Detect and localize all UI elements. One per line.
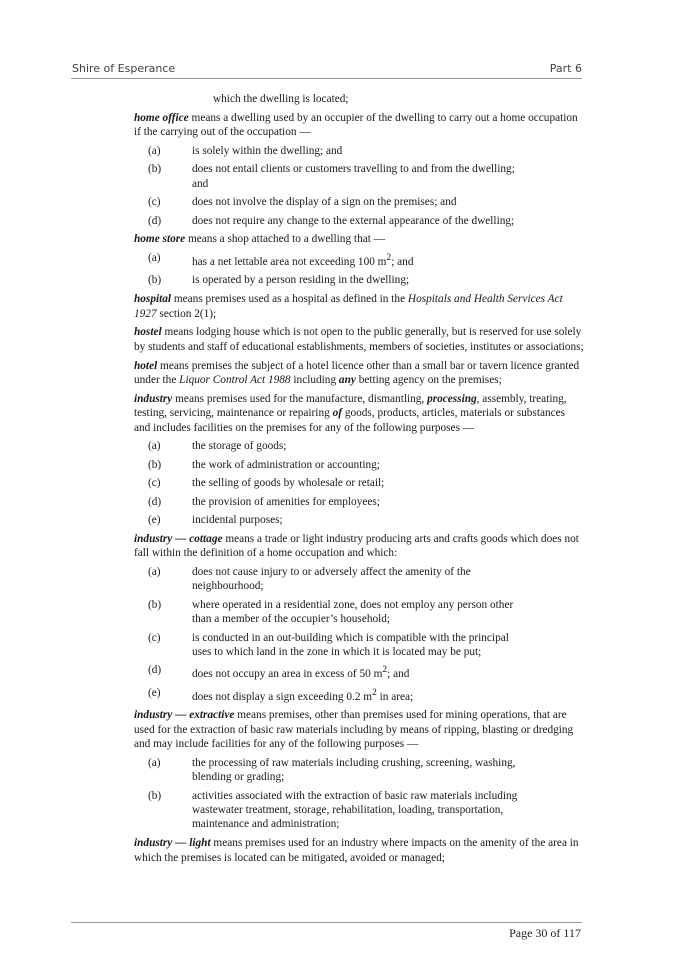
item-text: the selling of goods by wholesale or retail;: [192, 477, 385, 490]
list-item: [134, 756, 584, 785]
term: industry: [134, 392, 173, 405]
definition-hotel: [134, 359, 584, 388]
list-item: [134, 144, 584, 158]
item-text-block: [192, 251, 584, 269]
definition-list-home-office: [134, 144, 584, 228]
item-label: (a): [148, 566, 161, 579]
term: hostel: [134, 326, 162, 339]
list-item: [134, 495, 584, 509]
item-text: does not involve the display of a sign on the premises; and: [192, 196, 457, 209]
definition-industry: [134, 392, 584, 435]
header-part-label: Part 6: [549, 62, 582, 75]
item-text-block: [192, 565, 584, 594]
item-label: (c): [148, 477, 161, 490]
list-item: [134, 162, 584, 191]
list-item: [134, 513, 584, 527]
item-text-block: [192, 631, 584, 660]
item-text: incidental purposes;: [192, 514, 283, 527]
definition-home-store: [134, 232, 584, 246]
item-label: (b): [148, 789, 162, 802]
item-text-cont: and: [192, 177, 209, 190]
definition-list-home-store: [134, 251, 584, 288]
item-text-end: ; and: [387, 668, 410, 681]
item-label: (b): [148, 598, 162, 611]
page-header: [71, 62, 582, 78]
item-text-block: [192, 756, 584, 785]
list-item: [134, 273, 584, 287]
item-text-cont: wastewater treatment, storage, rehabilitation, loading, transportation,: [192, 804, 504, 817]
emphasis: processing: [427, 392, 477, 405]
item-label: (c): [148, 196, 161, 209]
definition-list-industry-cottage: [134, 565, 584, 704]
list-item: [134, 565, 584, 594]
list-item: [134, 214, 584, 228]
list-item: [134, 663, 584, 681]
header-document-title: Shire of Esperance: [72, 62, 176, 75]
item-label: (a): [148, 756, 161, 769]
item-text-cont: neighbourhood;: [192, 580, 264, 593]
item-text-cont: blending or grading;: [192, 771, 285, 784]
emphasis: any: [338, 374, 356, 386]
definition-text: means premises used as a hospital as defined in the: [171, 293, 408, 306]
superscript: 2: [382, 665, 388, 676]
item-text: is operated by a person residing in the dwelling;: [192, 274, 410, 287]
list-item: [134, 251, 584, 269]
item-text: the work of administration or accounting;: [192, 458, 380, 471]
item-text-block: [192, 162, 584, 191]
item-text-cont: maintenance and administration;: [192, 818, 340, 831]
item-text: does not display a sign exceeding 0.2 m: [192, 690, 373, 703]
superscript: 2: [386, 253, 392, 264]
definition-text: means lodging house which is not open to the public generally, but is reserved for use solely by students and staff of educational establishments, members of societies, institutes or associations;: [134, 326, 584, 353]
item-label: (b): [148, 274, 162, 287]
list-item: [134, 686, 584, 704]
term: hospital: [134, 293, 172, 306]
term: industry — cottage: [134, 532, 223, 545]
definition-home-office: [134, 111, 584, 140]
list-item: [134, 631, 584, 660]
list-item: [134, 458, 584, 472]
item-text: is conducted in an out-building which is compatible with the principal: [192, 631, 509, 644]
list-item: [134, 439, 584, 453]
term: home store: [134, 233, 186, 246]
act-title: Hospitals and Health Services Act 1927: [134, 293, 563, 320]
item-label: (d): [148, 495, 162, 508]
definition-text-end: goods, products, articles, materials or substances and includes facilities on the premises for any of the following purposes —: [134, 407, 566, 434]
act-title: Liquor Control Act 1988: [179, 374, 291, 386]
item-label: (c): [148, 631, 161, 644]
emphasis: of: [332, 407, 342, 420]
page-number: Page 30 of 117: [509, 926, 581, 940]
item-text: does not cause injury to or adversely affect the amenity of the: [192, 566, 471, 579]
list-item: [134, 598, 584, 627]
item-label: (a): [148, 252, 161, 265]
superscript: 2: [372, 687, 377, 698]
item-text: does not entail clients or customers travelling to and from the dwelling;: [192, 163, 515, 176]
item-label: (d): [148, 214, 162, 227]
item-text: the processing of raw materials including crushing, screening, washing,: [192, 756, 516, 769]
item-text: does not occupy an area in excess of 50 m: [192, 668, 383, 681]
item-text: the storage of goods;: [192, 440, 287, 453]
list-item: [134, 195, 584, 209]
item-text-block: [192, 789, 584, 832]
item-text: does not require any change to the external appearance of the dwelling;: [192, 214, 515, 227]
item-text: is solely within the dwelling; and: [192, 145, 343, 157]
item-text-cont: than a member of the occupier’s household;: [192, 613, 391, 626]
item-text: activities associated with the extraction of basic raw materials including: [192, 789, 518, 802]
item-text: the provision of amenities for employees;: [192, 495, 380, 508]
definition-text: means a trade or light industry producing arts and crafts goods which does not fall within the definition of a home occupation and which:: [134, 532, 579, 560]
definition-text: means a dwelling used by an occupier of the dwelling to carry out a home occupation if the carrying out of the occupation —: [134, 111, 578, 139]
item-text: where operated in a residential zone, does not employ any person other: [192, 598, 514, 611]
header-rule: [71, 78, 582, 79]
definition-list-industry: [134, 439, 584, 527]
item-text-block: [192, 663, 584, 681]
definition-industry-light: [134, 836, 584, 865]
item-label: (b): [148, 163, 162, 176]
definition-text-mid: including: [290, 374, 339, 386]
item-text-cont: uses to which land in the zone in which it is located may be put;: [192, 646, 482, 659]
definition-text: means premises used for the manufacture, dismantling,: [172, 392, 428, 405]
definition-list-industry-extractive: [134, 756, 584, 832]
term: industry — extractive: [134, 709, 235, 722]
definition-industry-cottage: [134, 532, 584, 561]
list-item: [134, 476, 584, 490]
definition-text: means a shop attached to a dwelling that —: [185, 233, 385, 246]
definition-industry-extractive: [134, 708, 584, 751]
definition-text: means premises used for an industry where impacts on the amenity of the area in which the premises is located can be mitigated, avoided or managed;: [134, 837, 579, 864]
item-label: (e): [148, 514, 161, 527]
definition-text-end: section 2(1);: [156, 307, 217, 320]
item-text-block: [192, 686, 584, 704]
definition-hospital: [134, 292, 584, 321]
document-body: [134, 92, 584, 869]
continuation-line: which the dwelling is located;: [213, 93, 349, 105]
term: industry — light: [134, 837, 211, 850]
item-label: (a): [148, 440, 161, 453]
definition-text: means premises, other than premises used for mining operations, that are used for the extraction of basic raw materials including by means of ripping, blasting or dredging and may include facilities for any of the following purposes —: [134, 709, 574, 751]
item-label: (a): [148, 145, 161, 157]
item-text: has a net lettable area not exceeding 100 m: [192, 255, 387, 268]
definition-text: means premises the subject of a hotel licence other than a small bar or tavern licence granted under the: [134, 359, 580, 386]
item-label: (e): [148, 686, 161, 699]
footer-rule: [71, 922, 582, 923]
item-text-end: ; and: [391, 255, 414, 268]
item-label: (d): [148, 664, 162, 677]
item-text-end: in area;: [376, 690, 414, 703]
item-text-block: [192, 598, 584, 627]
definition-text-mid: , assembly, treating, testing, servicing, maintenance or repairing: [134, 392, 567, 420]
list-item: [134, 789, 584, 832]
item-label: (b): [148, 458, 162, 471]
term: home office: [134, 111, 189, 124]
term: hotel: [134, 359, 158, 372]
definition-text-end: betting agency on the premises;: [355, 374, 502, 386]
definition-hostel: [134, 325, 584, 354]
